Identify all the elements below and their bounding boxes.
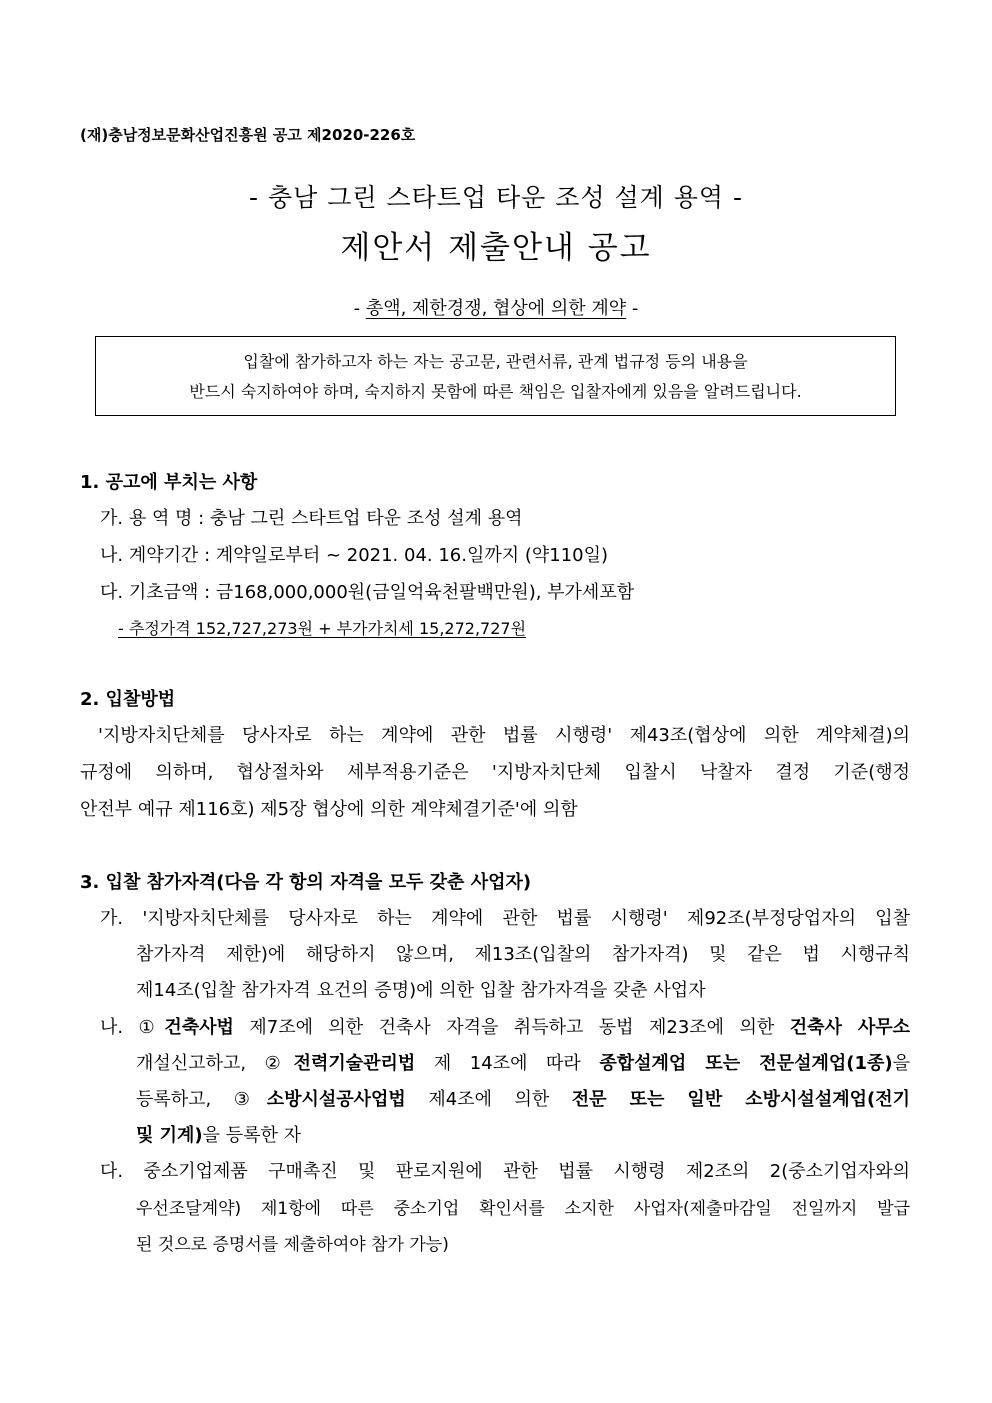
text-run: 나. ①: [100, 1017, 165, 1038]
design-business-type: 종합설계업 또는 전문설계업(1종): [599, 1053, 893, 1074]
contract-dash-left: -: [353, 298, 366, 319]
architect-act: 건축사법: [164, 1017, 234, 1038]
notice-box-line: 입찰에 참가하고자 하는 자는 공고문, 관련서류, 관계 법규정 등의 내용을: [243, 352, 748, 371]
section-3-heading: 3. 입찰 참가자격(다음 각 항의 자격을 모두 갖춘 사업자): [80, 872, 532, 893]
qualification-a-line: 가. '지방자치단체를 당사자로 하는 계약에 관한 법률 시행령' 제92조(부정당업자의 입찰: [100, 908, 910, 929]
text-run: 을 등록한 자: [202, 1125, 302, 1146]
contract-dash-right: -: [626, 298, 639, 319]
section-2-heading: 2. 입찰방법: [80, 689, 176, 710]
text-run: 등록하고, ③: [136, 1089, 267, 1110]
qualification-a-line: 제14조(입찰 참가자격 요건의 증명)에 의한 입찰 참가자격을 갖춘 사업자: [136, 980, 706, 1001]
qualification-c-line: 우선조달계약) 제1항에 따른 중소기업 확인서를 소지한 사업자(제출마감일 전일까지 발급: [136, 1199, 910, 1219]
text-run: 을: [892, 1053, 910, 1074]
service-name-item: 가. 용 역 명 : 충남 그린 스타트업 타운 조성 설계 용역: [100, 508, 523, 529]
fire-design-business: 전문 또는 일반 소방시설설계업(전기: [571, 1089, 910, 1110]
qualification-b-line: [136, 1049, 910, 1075]
text-run: 제4조에 의한: [405, 1089, 572, 1110]
qualification-b-line: [136, 1085, 910, 1111]
estimated-price-note: - 추정가격 152,727,273원 + 부가가치세 15,272,727원: [118, 619, 527, 638]
text-run: 제 14조에 따라: [415, 1053, 600, 1074]
document-title: 제안서 제출안내 공고: [340, 230, 652, 266]
section-1-heading: 1. 공고에 부치는 사항: [80, 472, 258, 493]
qualification-c-line: 된 것으로 증명서를 제출하여야 참가 가능): [136, 1235, 449, 1255]
bidding-method-line: 규정에 의하며, 협상절차와 세부적용기준은 '지방자치단체 입찰시 낙찰자 결정 기준(행정: [80, 762, 910, 783]
electric-tech-act: 전력기술관리법: [293, 1053, 416, 1074]
architect-office: 건축사 사무소: [789, 1017, 911, 1038]
document-subtitle: - 충남 그린 스타트업 타운 조성 설계 용역 -: [248, 183, 744, 212]
qualification-a-line: 참가자격 제한)에 해당하지 않으며, 제13조(입찰의 참가자격) 및 같은 법 시행규칙: [136, 944, 910, 965]
text-run: 제7조에 의한 건축사 자격을 취득하고 동법 제23조에 의한: [233, 1017, 790, 1038]
contract-type-line: [0, 294, 992, 320]
bidding-method-line: 안전부 예규 제116호) 제5장 협상에 의한 계약체결기준'에 의함: [80, 799, 578, 820]
qualification-b-line: [100, 1013, 910, 1039]
notice-number: (재)충남정보문화산업진흥원 공고 제2020-226호: [80, 126, 416, 144]
text-run: 개설신고하고, ②: [136, 1053, 294, 1074]
fire-design-scope: 및 기계): [136, 1125, 203, 1146]
fire-facility-act: 소방시설공사업법: [266, 1089, 406, 1110]
bidding-method-line: '지방자치단체를 당사자로 하는 계약에 관한 법률 시행령' 제43조(협상에 의한 계약체결)의: [98, 725, 910, 746]
qualification-c-line: 다. 중소기업제품 구매촉진 및 판로지원에 관한 법률 시행령 제2조의 2(중소기업자와의: [100, 1161, 910, 1182]
contract-period-item: 나. 계약기간 : 계약일로부터 ~ 2021. 04. 16.일까지 (약110일): [100, 545, 609, 566]
notice-box: [95, 336, 896, 416]
notice-box-line: 반드시 숙지하여야 하며, 숙지하지 못함에 따른 책임은 입찰자에게 있음을 알려드립니다.: [189, 382, 802, 401]
base-price-item: 다. 기초금액 : 금168,000,000원(금일억육천팔백만원), 부가세포함: [100, 582, 635, 603]
qualification-b-line: [136, 1121, 301, 1147]
contract-type: 총액, 제한경쟁, 협상에 의한 계약: [365, 298, 627, 319]
